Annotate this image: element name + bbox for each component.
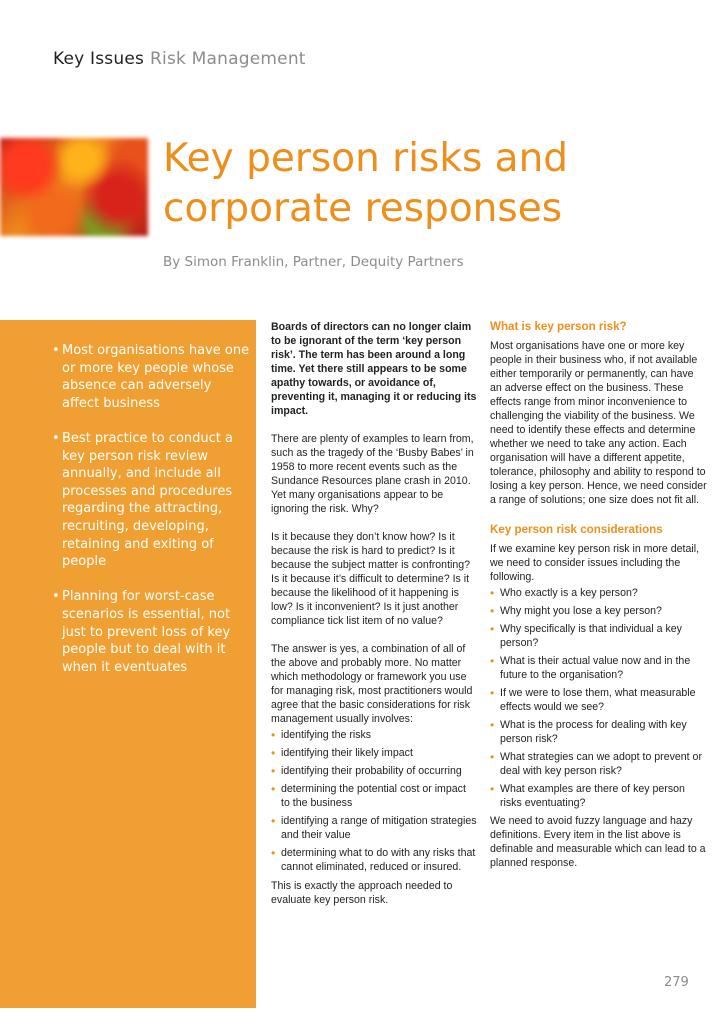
paragraph: If we examine key person risk in more detail, we need to consider issues including the following. [490,543,700,583]
key-point: • Most organisations have one or more key people whose absence can adversely affect business [52,342,252,412]
paragraph: There are plenty of examples to learn from, such as the tragedy of the ‘Busby Babes’ in 1958 to more recent events such as the Sundance Resources plane crash in 2010. Yet many organisations appear to be ignoring the risk. Why? [271,433,474,515]
article-title [163,134,683,234]
running-header [53,49,306,69]
decorative-photo [0,138,148,236]
list-item: • Why specifically is that individual a key person? [490,622,708,650]
lead-paragraph: Boards of directors can no longer claim to be ignorant of the term ‘key person risk’. The term has been around a long time. Yet there still appears to be some apathy towards, or avoidance of, preventing it, managing it or reducing its impact. [271,321,477,417]
title-line-1: Key person risks and [163,136,569,181]
list-item: • identifying a range of mitigation strategies and their value [271,814,477,842]
title-line-2: corporate responses [163,186,563,231]
list-item: • identifying their probability of occurring [271,764,477,778]
list-item: • determining what to do with any risks that cannot eliminated, reduced or insured. [271,846,477,874]
byline: By Simon Franklin, Partner, Dequity Partners [163,254,464,270]
list-item: • Why might you lose a key person? [490,604,708,618]
list-item: • identifying their likely impact [271,746,477,760]
key-points-list [52,342,252,694]
key-point: • Planning for worst-case scenarios is essential, not just to prevent loss of key people but to deal with it when it eventuates [52,588,252,676]
key-point: • Best practice to conduct a key person risk review annually, and include all processes and procedures regarding the attracting, recruiting, developing, retaining and exiting of people [52,430,252,571]
header-section: Key Issues [53,49,145,69]
middle-column [271,320,477,921]
list-item: • If we were to lose them, what measurable effects would we see? [490,686,708,714]
header-topic: Risk Management [150,49,306,69]
section-heading: Key person risk considerations [490,523,663,536]
risk-steps-list [271,728,477,874]
closing-paragraph: We need to avoid fuzzy language and hazy definitions. Every item in the list above is definable and measurable which can lead to a planned response. [490,815,706,869]
paragraph: Is it because they don’t know how? Is it because the risk is hard to predict? Is it because the subject matter is confronting? Is it because it’s difficult to determine? Is it because the likelihood of it happening is low? Is it inconvenient? Is it just another compliance tick list item of no value? [271,531,471,627]
considerations-list [490,586,708,810]
list-item: • What is the process for dealing with key person risk? [490,718,708,746]
closing-paragraph: This is exactly the approach needed to evaluate key person risk. [271,880,453,906]
list-item: • Who exactly is a key person? [490,586,708,600]
list-item: • determining the potential cost or impact to the business [271,782,477,810]
right-column [490,320,708,884]
paragraph: The answer is yes, a combination of all of the above and probably more. No matter which methodology or framework you use for managing risk, most practitioners would agree that the basic considerations for risk management usually involves: [271,643,473,725]
list-item: • What strategies can we adopt to prevent or deal with key person risk? [490,750,708,778]
section-heading: What is key person risk? [490,320,627,333]
list-item: • What is their actual value now and in the future to the organisation? [490,654,708,682]
page-number: 279 [664,975,689,990]
list-item: • identifying the risks [271,728,477,742]
list-item: • What examples are there of key person risks eventuating? [490,782,708,810]
paragraph: Most organisations have one or more key people in their business who, if not available either temporarily or permanently, can have an adverse effect on the business. These effects range from minor inconvenience to challenging the viability of the business. We need to identify these effects and determine whether we need to take any action. Each organisation will have a different appetite, tolerance, philosophy and ability to respond to losing a key person. Hence, we need consider a range of solutions; one size does not fit all. [490,340,707,506]
